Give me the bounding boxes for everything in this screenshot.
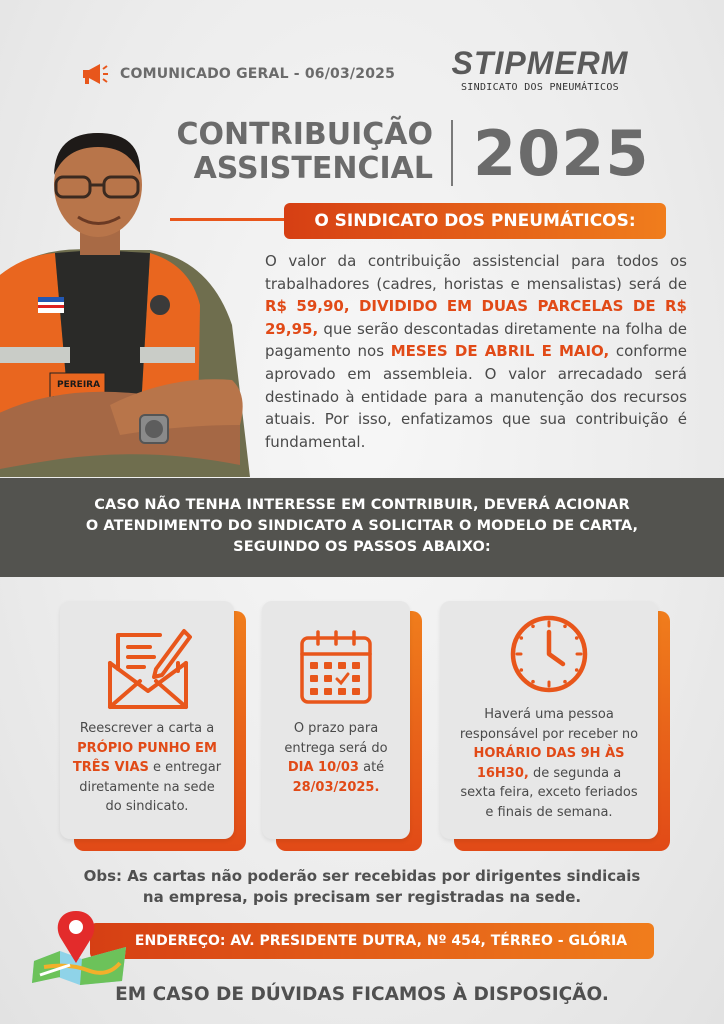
logo-subtitle: SINDICATO DOS PNEUMÁTICOS bbox=[460, 82, 619, 93]
megaphone-icon bbox=[80, 62, 110, 86]
observation-note: Obs: As cartas não poderão ser recebidas por dirigentes sindicais na empresa, pois precisam ser registradas na sede. bbox=[83, 867, 641, 906]
comunicado-date: COMUNICADO GERAL - 06/03/2025 bbox=[120, 66, 396, 82]
letter-envelope-icon bbox=[104, 623, 192, 711]
step-card-schedule: Haverá uma pessoa responsável por receber no HORÁRIO DAS 9H ÀS 16H30, de segunda a sexta feira, exceto feriados e finais de semana. bbox=[440, 601, 658, 839]
logo-brand: STIPMERM bbox=[451, 45, 629, 81]
calendar-icon bbox=[298, 628, 374, 706]
instructions-banner: CASO NÃO TENHA INTERESSE EM CONTRIBUIR, DEVERÁ ACIONAR O ATENDIMENTO DO SINDICATO A SOLICITAR O MODELO DE CARTA, SEGUINDO OS PASSOS ABAIXO: bbox=[0, 478, 724, 577]
months-highlight: MESES DE ABRIL E MAIO, bbox=[390, 342, 610, 361]
badge-name: PEREIRA bbox=[57, 380, 101, 390]
map-pin-icon bbox=[30, 905, 130, 985]
value-highlight: R$ 59,90, DIVIDIDO EM DUAS PARCELAS DE R$ 29,95, bbox=[265, 297, 687, 338]
comunicado-header bbox=[80, 62, 395, 86]
address-bar: ENDEREÇO: AV. PRESIDENTE DUTRA, Nº 454, TÉRREO - GLÓRIA bbox=[90, 923, 654, 959]
title-divider bbox=[451, 120, 453, 186]
section-ribbon: O SINDICATO DOS PNEUMÁTICOS: bbox=[284, 203, 666, 239]
clock-icon bbox=[509, 614, 589, 694]
ribbon-connector-line bbox=[170, 218, 290, 221]
page-title: CONTRIBUIÇÃO ASSISTENCIAL bbox=[176, 117, 433, 186]
title-year: 2025 bbox=[473, 117, 650, 190]
step-card-deadline: O prazo para entrega será do DIA 10/03 até 28/03/2025. bbox=[262, 601, 410, 839]
director-portrait bbox=[0, 125, 250, 477]
footer-message: EM CASO DE DÚVIDAS FICAMOS À DISPOSIÇÃO. bbox=[115, 984, 609, 1005]
contribution-paragraph: O valor da contribuição assistencial para todos os trabalhadores (cadres, horistas e mensalistas) será de R$ 59,90, DIVIDIDO EM DUAS PARCELAS DE R$ 29,95, que serão descontadas diretamente na folha de pagamento nos MESES DE ABRIL E MAIO, conforme aprovado em assembleia. O valor arrecadado será destinado à entidade para a manutenção dos recursos atuais. Por isso, enfatizamos que sua contribuição é fundamental. bbox=[265, 252, 688, 451]
union-logo bbox=[440, 45, 640, 93]
step-card-letter: Reescrever a carta a PRÓPIO PUNHO EM TRÊS VIAS e entregar diretamente na sede do sindicato. bbox=[60, 601, 234, 839]
